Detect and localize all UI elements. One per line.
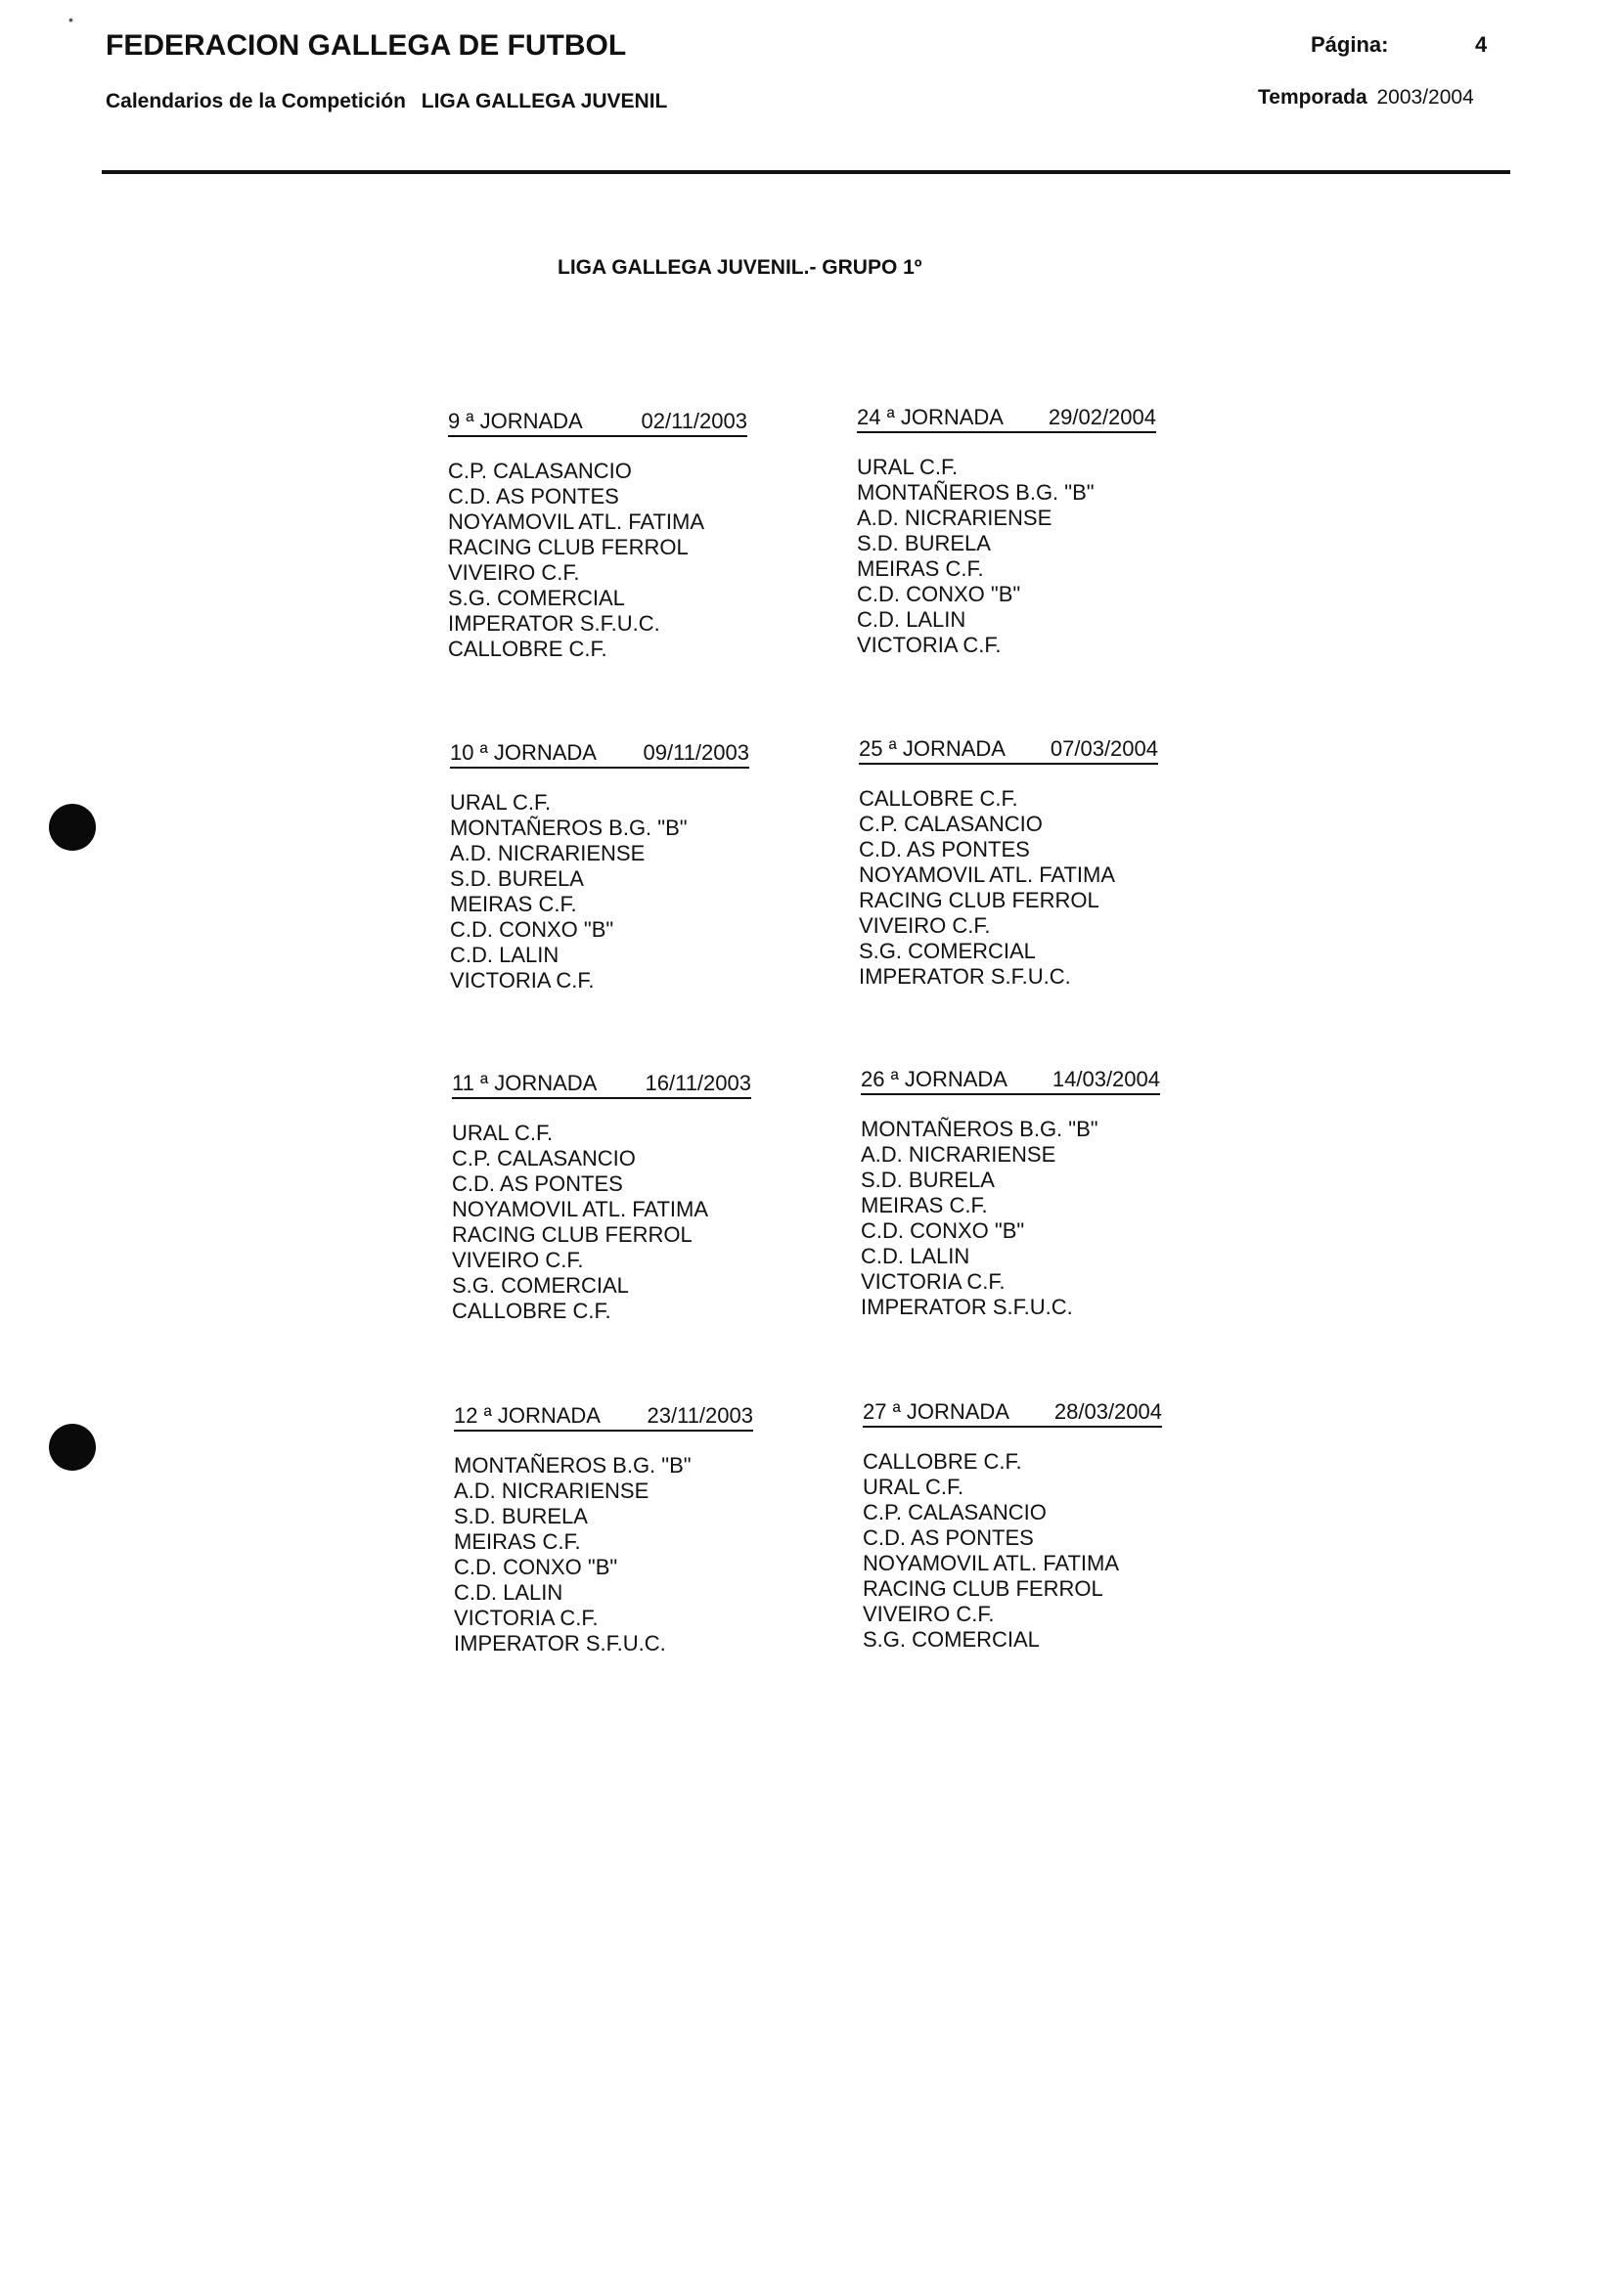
team-name: C.P. CALASANCIO (452, 1146, 636, 1170)
jornada-header (863, 1399, 1162, 1428)
team-name: RACING CLUB FERROL (863, 1576, 1103, 1601)
team-name: MEIRAS C.F. (857, 556, 984, 581)
team-name: VIVEIRO C.F. (859, 913, 991, 938)
jornada-date: 29/02/2004 (1048, 405, 1156, 429)
team-name: IMPERATOR S.F.U.C. (861, 1295, 1073, 1319)
team-name: C.P. CALASANCIO (448, 459, 632, 483)
jornada-block (448, 409, 747, 662)
team-name: S.D. BURELA (861, 1168, 995, 1192)
team-name: S.G. COMERCIAL (448, 586, 625, 610)
jornada-header (448, 409, 747, 437)
team-name: MEIRAS C.F. (454, 1529, 581, 1554)
organization-title: FEDERACION GALLEGA DE FUTBOL (106, 29, 627, 62)
team-name: VIVEIRO C.F. (863, 1602, 995, 1626)
team-name: RACING CLUB FERROL (859, 888, 1099, 912)
jornada-date: 28/03/2004 (1053, 1399, 1162, 1424)
team-list (452, 1121, 751, 1324)
team-name: IMPERATOR S.F.U.C. (454, 1631, 666, 1656)
jornada-block (861, 1067, 1160, 1320)
team-name: CALLOBRE C.F. (452, 1299, 611, 1323)
team-name: C.D. CONXO "B" (861, 1218, 1025, 1243)
team-name: VICTORIA C.F. (454, 1606, 599, 1630)
scan-speck: • (68, 12, 73, 27)
team-name: MEIRAS C.F. (861, 1193, 988, 1217)
team-list (450, 790, 749, 993)
jornada-date: 23/11/2003 (647, 1403, 753, 1428)
team-name: IMPERATOR S.F.U.C. (859, 964, 1071, 989)
season-value: 2003/2004 (1376, 86, 1474, 109)
team-name: RACING CLUB FERROL (452, 1222, 693, 1247)
jornada-header (857, 405, 1156, 433)
team-name: URAL C.F. (452, 1121, 554, 1145)
jornada-label: 25 ª JORNADA (859, 736, 1006, 761)
jornada-block (452, 1071, 751, 1324)
jornada-date: 07/03/2004 (1050, 736, 1158, 761)
team-name: MONTAÑEROS B.G. "B" (857, 480, 1095, 505)
team-name: URAL C.F. (857, 455, 959, 479)
competition-name: LIGA GALLEGA JUVENIL (421, 90, 668, 112)
header-divider (102, 170, 1510, 174)
team-name: S.D. BURELA (454, 1504, 588, 1528)
page-number: 4 (1475, 32, 1488, 57)
team-name: NOYAMOVIL ATL. FATIMA (863, 1551, 1120, 1575)
jornada-header (859, 736, 1158, 765)
team-name: RACING CLUB FERROL (448, 535, 689, 559)
team-name: C.D. CONXO "B" (450, 917, 614, 942)
jornada-header (450, 740, 749, 769)
jornada-date: 14/03/2004 (1052, 1067, 1160, 1091)
team-list (448, 459, 747, 662)
team-name: MONTAÑEROS B.G. "B" (454, 1453, 692, 1478)
team-name: C.P. CALASANCIO (863, 1500, 1047, 1524)
subtitle-prefix: Calendarios de la Competición (106, 90, 406, 112)
team-name: NOYAMOVIL ATL. FATIMA (448, 509, 705, 534)
jornada-block (450, 740, 749, 993)
team-name: CALLOBRE C.F. (863, 1449, 1022, 1474)
team-name: VICTORIA C.F. (857, 633, 1002, 657)
jornada-label: 26 ª JORNADA (861, 1067, 1008, 1091)
team-name: A.D. NICRARIENSE (861, 1142, 1056, 1167)
jornada-label: 27 ª JORNADA (863, 1399, 1009, 1424)
team-list (454, 1453, 753, 1656)
jornada-header (861, 1067, 1160, 1095)
jornada-header (452, 1071, 751, 1099)
team-name: NOYAMOVIL ATL. FATIMA (859, 862, 1116, 887)
team-name: S.D. BURELA (857, 531, 991, 555)
jornada-block (863, 1399, 1162, 1653)
team-name: S.D. BURELA (450, 866, 584, 891)
team-name: C.D. CONXO "B" (454, 1555, 618, 1579)
team-name: URAL C.F. (863, 1475, 964, 1499)
team-name: S.G. COMERCIAL (863, 1627, 1040, 1652)
jornada-label: 10 ª JORNADA (450, 740, 597, 765)
team-name: C.D. LALIN (861, 1244, 970, 1268)
team-name: MONTAÑEROS B.G. "B" (450, 816, 688, 840)
team-name: S.G. COMERCIAL (452, 1273, 629, 1298)
jornada-date: 02/11/2003 (641, 409, 747, 433)
team-list (859, 786, 1158, 990)
team-name: C.D. AS PONTES (859, 837, 1030, 861)
jornada-block (857, 405, 1156, 658)
season-label: Temporada (1258, 86, 1367, 109)
team-name: C.D. AS PONTES (452, 1171, 623, 1196)
team-name: VIVEIRO C.F. (452, 1248, 584, 1272)
team-name: C.D. LALIN (454, 1580, 563, 1605)
group-title: LIGA GALLEGA JUVENIL.- GRUPO 1º (558, 256, 922, 279)
team-name: MEIRAS C.F. (450, 892, 577, 916)
team-name: VICTORIA C.F. (861, 1269, 1006, 1294)
team-name: NOYAMOVIL ATL. FATIMA (452, 1197, 709, 1221)
jornada-date: 09/11/2003 (643, 740, 749, 765)
team-name: CALLOBRE C.F. (859, 786, 1018, 811)
jornada-header (454, 1403, 753, 1432)
page-label: Página: (1311, 32, 1389, 57)
team-name: C.P. CALASANCIO (859, 812, 1043, 836)
team-name: A.D. NICRARIENSE (857, 506, 1052, 530)
team-name: A.D. NICRARIENSE (450, 841, 646, 865)
document-subtitle (106, 90, 667, 113)
punch-hole (49, 804, 96, 851)
jornada-label: 12 ª JORNADA (454, 1403, 601, 1428)
team-name: C.D. LALIN (857, 607, 966, 632)
team-name: C.D. AS PONTES (863, 1525, 1034, 1550)
team-name: C.D. AS PONTES (448, 484, 619, 508)
jornada-block (454, 1403, 753, 1656)
team-list (861, 1117, 1160, 1320)
team-name: S.G. COMERCIAL (859, 939, 1036, 963)
team-name: MONTAÑEROS B.G. "B" (861, 1117, 1098, 1141)
team-name: C.D. LALIN (450, 943, 560, 967)
team-name: A.D. NICRARIENSE (454, 1479, 649, 1503)
team-name: VICTORIA C.F. (450, 968, 595, 993)
team-name: VIVEIRO C.F. (448, 560, 580, 585)
jornada-label: 11 ª JORNADA (452, 1071, 598, 1095)
jornada-block (859, 736, 1158, 990)
jornada-date: 16/11/2003 (645, 1071, 751, 1095)
team-list (857, 455, 1156, 658)
punch-hole (49, 1424, 96, 1471)
team-name: CALLOBRE C.F. (448, 637, 607, 661)
team-list (863, 1449, 1162, 1653)
jornada-label: 9 ª JORNADA (448, 409, 583, 433)
team-name: URAL C.F. (450, 790, 552, 815)
team-name: C.D. CONXO "B" (857, 582, 1021, 606)
jornada-label: 24 ª JORNADA (857, 405, 1004, 429)
season (1258, 86, 1474, 110)
team-name: IMPERATOR S.F.U.C. (448, 611, 660, 636)
